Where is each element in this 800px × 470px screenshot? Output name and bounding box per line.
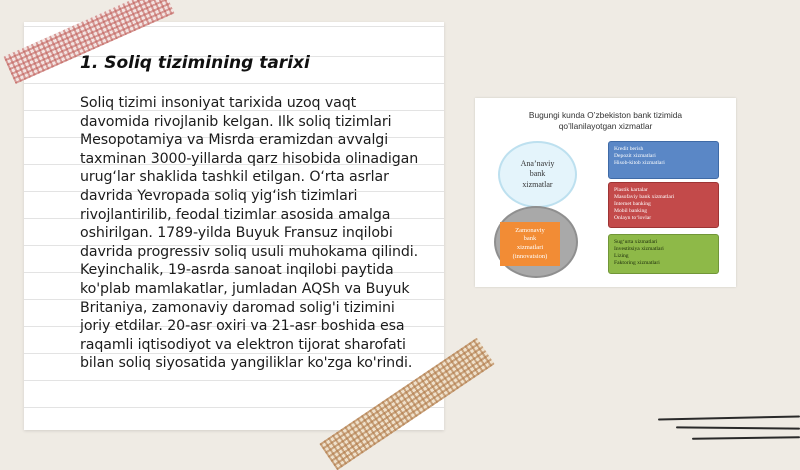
list-item: Depozit xizmatlari	[614, 153, 656, 159]
other-services-list	[608, 234, 719, 274]
list-item: Mobil banking	[614, 208, 648, 214]
digital-services-list	[608, 182, 719, 228]
traditional-services-label	[521, 159, 555, 191]
diagram-title	[475, 110, 736, 132]
list-item: Masofaviy bank xizmatlari	[614, 194, 675, 200]
diagram-title-line-1: Bugungi kunda O’zbekiston bank tizimida	[528, 110, 683, 120]
modern-services-line-2: bank	[523, 235, 537, 243]
list-item: Internet banking	[614, 201, 651, 207]
decorative-stroke	[692, 436, 800, 440]
list-item: Onlayn to‘lovlar	[614, 215, 652, 221]
list-item: Faktoring xizmatlari	[614, 260, 660, 266]
modern-services-box	[500, 222, 560, 266]
diagram-title-line-2: qo’llanilayotgan xizmatlar	[558, 121, 653, 131]
bank-services-diagram	[475, 98, 736, 287]
list-item: Investitsiya xizmatlari	[614, 246, 664, 252]
traditional-services-circle	[498, 141, 577, 208]
traditional-services-line-1: Ana’naviy	[520, 158, 555, 168]
slide-body-text: Soliq tizimi insoniyat tarixida uzoq vaqt davomida rivojlanib kelgan. Ilk soliq tizimlari Mesopotamiya va Misrda eramizdan avvalgi taxminan 3000-yillarda qarz hisobida olinadigan urug‘lar shaklida tashkil etilgan. O‘rta asrlar davrida Yevropada soliq yig‘ish tizimlari rivojlantirilib, feodal tizimlar asosida amalga oshirilgan. 1789-yilda Buyuk Fransuz inqilobi davrida progressiv soliq usuli muhokama qilindi. Keyinchalik, 19-asrda sanoat inqilobi paytida ko'plab mamlakatlar, jumladan AQSh va Buyuk Britaniya, zamonaviy daromad solig'i tizimini joriy etdilar. 20-asr oxiri va 21-asr boshida esa raqamli iqtisodiyot va elektron tijorat sharofati bilan soliq siyosatida yangiliklar ko'zga ko'rindi.	[80, 95, 419, 372]
list-item: Kredit berish	[614, 146, 644, 152]
list-item: Sug‘urta xizmatlari	[614, 239, 658, 245]
decorative-stroke	[676, 426, 800, 429]
slide-title: 1. Soliq tizimining tarixi	[80, 53, 310, 73]
list-item: Plastik kartalar	[614, 187, 648, 193]
traditional-services-line-3: xizmatlar	[522, 179, 553, 189]
modern-services-line-4: (innovatsion)	[512, 252, 548, 260]
traditional-services-list	[608, 141, 719, 179]
modern-services-line-1: Zamonaviy	[515, 226, 545, 234]
list-item: Lizing	[614, 253, 629, 259]
modern-services-line-3: xizmatlari	[516, 244, 544, 251]
traditional-services-line-2: bank	[529, 169, 546, 179]
decorative-stroke	[658, 416, 800, 421]
list-item: Hisob-kitob xizmatlari	[614, 160, 665, 166]
